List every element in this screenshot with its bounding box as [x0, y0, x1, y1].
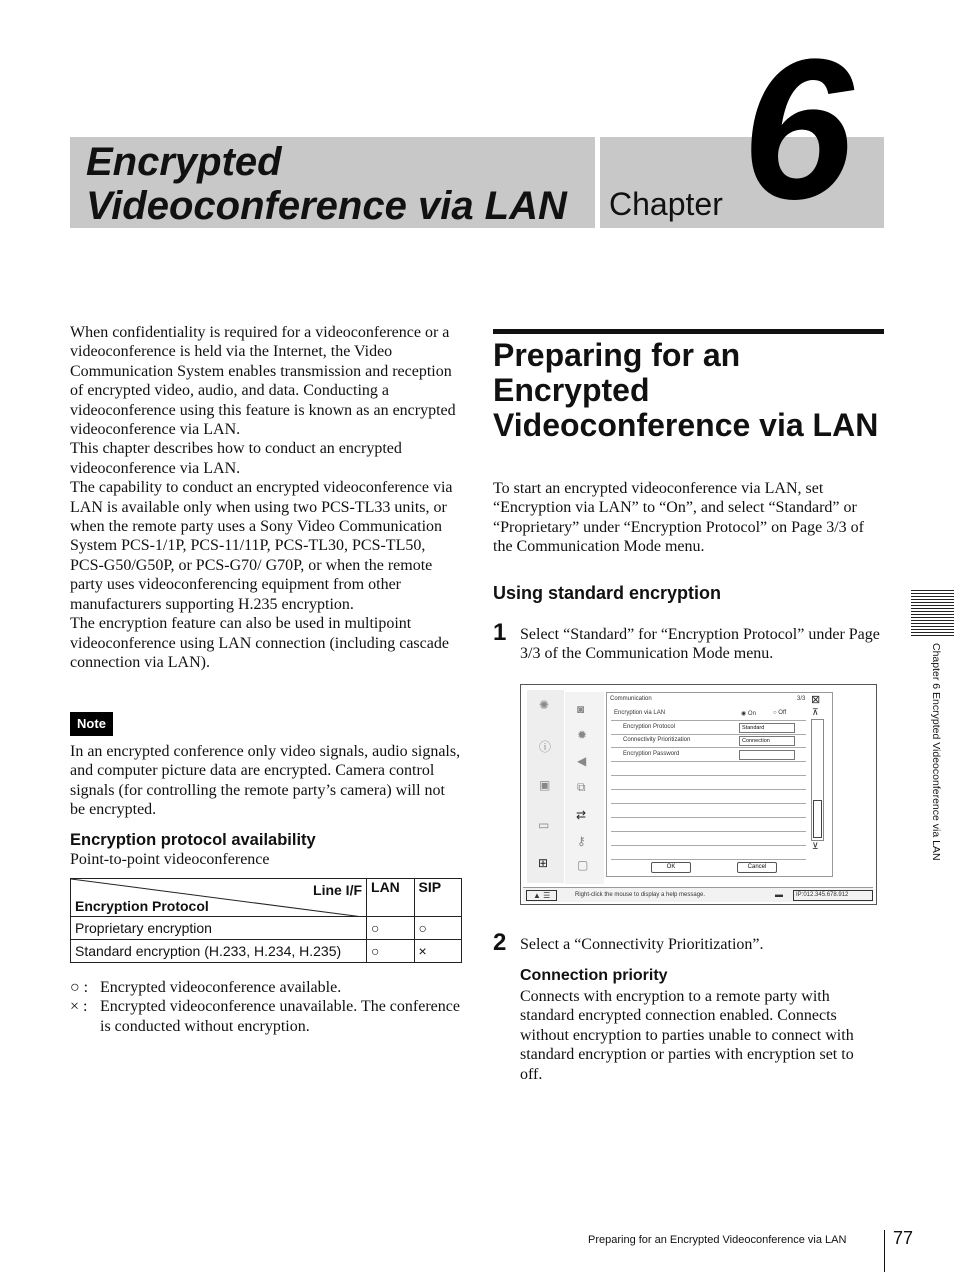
on-radio[interactable]: ◉ On — [741, 711, 756, 717]
column-header-sip: SIP — [414, 879, 462, 917]
sub-menu-bar — [565, 692, 604, 884]
column-header-lan: LAN — [367, 879, 414, 917]
table-row — [71, 917, 462, 940]
setting-row[interactable] — [611, 721, 806, 735]
legend-symbol: ○ : — [70, 979, 89, 996]
intro-paragraph: The encryption feature can also be used in multipoint videoconference using LAN connection (including cascade connection via LAN). — [70, 615, 449, 671]
ok-button[interactable]: OK — [651, 862, 691, 873]
communication-icon: ⇄ — [576, 808, 587, 822]
setting-row[interactable] — [611, 707, 806, 721]
page-indicator: 3/3 — [797, 696, 806, 702]
note-paragraph: In an encrypted conference only video signals, audio signals, and computer picture data are encrypted. Camera control signals (for controlling the remote party’s camera) will not be encrypted. — [70, 743, 461, 819]
password-field[interactable] — [739, 750, 795, 760]
scroll-thumb[interactable] — [813, 800, 822, 838]
scrollbar[interactable] — [811, 719, 824, 841]
intro-paragraph: This chapter describes how to conduct an encrypted videoconference via LAN. — [70, 440, 402, 477]
setting-label: Encryption Protocol — [623, 724, 676, 730]
availability-table — [70, 878, 462, 963]
chapter-number: 6 — [742, 18, 854, 241]
legend-item — [70, 978, 462, 997]
camera-icon: ◙ — [577, 702, 585, 716]
corner-top-label: Line I/F — [313, 882, 363, 898]
communication-panel — [606, 692, 833, 877]
cell-sip: × — [414, 940, 462, 963]
monitor-icon: ▢ — [577, 858, 589, 872]
footer-title: Preparing for an Encrypted Videoconference via LAN — [588, 1234, 847, 1246]
note-text — [70, 742, 462, 820]
connection-priority-heading: Connection priority — [520, 967, 668, 984]
footer-separator — [884, 1230, 885, 1272]
side-tab-label: Chapter 6 Encrypted Videoconference via LAN — [930, 643, 942, 861]
legend-symbol: × : — [70, 998, 88, 1016]
row-label: Proprietary encryption — [71, 917, 367, 940]
chapter-title — [86, 140, 586, 228]
intro-text — [70, 323, 462, 672]
lan-icon: ▬ — [775, 890, 783, 899]
legend-text: Encrypted videoconference unavailable. The conference is conducted without encryption. — [100, 998, 460, 1035]
step-text: Select a “Connectivity Prioritization”. — [520, 936, 764, 953]
cell-sip: ○ — [414, 917, 462, 940]
info-icon: ⓘ — [539, 740, 552, 754]
side-tab-stripes — [911, 590, 954, 636]
sun-icon: ✺ — [539, 698, 550, 712]
table-row — [71, 940, 462, 963]
scroll-up-icon[interactable]: ⊼ — [812, 707, 819, 717]
cancel-button[interactable]: Cancel — [737, 862, 777, 873]
setting-row[interactable] — [611, 734, 806, 748]
legend-item — [70, 997, 462, 1036]
availability-subheading: Point-to-point videoconference — [70, 851, 270, 868]
setting-label: Connectivity Prioritization — [623, 737, 691, 743]
keyboard-icon: ▭ — [538, 818, 550, 832]
page-number: 77 — [893, 1228, 914, 1248]
section-title: Preparing for an Encrypted Videoconference via LAN — [493, 337, 879, 443]
empty-row — [611, 804, 806, 818]
key-icon: ⚷ — [577, 834, 586, 848]
intro-paragraph: When confidentiality is required for a videoconference or a videoconference is held via the Internet, the Video Communication System enables transmission and reception of encrypted video, audio, and data. Conducting a videoconference using this feature is known as an encrypted videoconference via LAN. — [70, 324, 456, 439]
step-number: 1 — [493, 619, 507, 646]
corner-bottom-label: Encryption Protocol — [75, 898, 209, 914]
note-badge: Note — [70, 712, 113, 736]
table-header-row — [71, 879, 462, 917]
standard-encryption-heading: Using standard encryption — [493, 583, 722, 603]
speaker-icon: ◀ — [577, 754, 587, 768]
legend-text: Encrypted videoconference available. — [100, 979, 342, 996]
connection-priority-text: Connects with encryption to a remote party with standard encrypted connection enabled. Connects without encryption to parties unable to connect with standard encryption or parties with encryption set to off. — [520, 988, 854, 1083]
chapter-title-line1: Encrypted — [86, 140, 282, 184]
empty-row — [611, 818, 806, 832]
off-radio[interactable]: ○ Off — [773, 710, 787, 716]
empty-row — [611, 832, 806, 846]
chapter-label: Chapter — [609, 186, 723, 222]
section-intro: To start an encrypted videoconference via LAN, set “Encryption via LAN” to “On”, and select “Standard” or “Proprietary” under “Encryption Protocol” on Page 3/3 of the Communication Mode menu. — [493, 480, 864, 556]
menu-toggle-icon[interactable]: ▲ ☰ — [526, 890, 557, 901]
section-rule — [493, 329, 884, 334]
empty-row — [611, 846, 806, 860]
row-label: Standard encryption (H.233, H.234, H.235) — [71, 940, 367, 963]
step-number: 2 — [493, 929, 507, 956]
empty-row — [611, 790, 806, 804]
empty-row — [611, 762, 806, 776]
intro-paragraph: The capability to conduct an encrypted videoconference via LAN is available only when using two PCS-TL33 units, or when the remote party uses a Sony Video Communication System PCS-1/1P, PCS-11/11P, PCS-TL30, PCS-TL50, PCS-G50/G50P, or PCS-G70/ G70P, or when the remote party uses videoconferencing equipment from other manufacturers supporting H.235 encryption. — [70, 479, 453, 613]
table-corner-cell — [71, 879, 367, 917]
cell-lan: ○ — [367, 940, 414, 963]
availability-heading: Encryption protocol availability — [70, 831, 316, 849]
menu-screenshot — [520, 684, 877, 905]
chapter-title-line2: Videoconference via LAN — [86, 184, 567, 228]
image-icon: ▣ — [539, 778, 551, 792]
status-help: Right-click the mouse to display a help message. — [575, 892, 706, 898]
network-icon: ⧉ — [577, 780, 586, 794]
toolbox-icon: ⊞ — [538, 856, 549, 870]
on-label: On — [747, 711, 756, 717]
menu-title: Communication — [610, 696, 652, 702]
ip-text: IP:012.345.678.912 — [796, 892, 849, 898]
ip-address — [793, 890, 873, 901]
step-text: Select “Standard” for “Encryption Protocol” under Page 3/3 of the Communication Mode menu. — [520, 626, 880, 663]
gear-icon: ✹ — [577, 728, 588, 742]
status-bar — [523, 887, 873, 902]
setting-row[interactable] — [611, 748, 806, 762]
setting-label: Encryption Password — [623, 751, 680, 757]
table-legend — [70, 978, 462, 1036]
close-icon[interactable]: ⊠ — [811, 694, 821, 706]
main-menu-bar — [527, 690, 564, 883]
protocol-select[interactable]: Standard — [739, 723, 795, 733]
off-label: Off — [778, 710, 787, 716]
empty-row — [611, 776, 806, 790]
scroll-down-icon[interactable]: ⊻ — [812, 841, 819, 851]
setting-label: Encryption via LAN — [614, 710, 666, 716]
cell-lan: ○ — [367, 917, 414, 940]
priority-select[interactable]: Connection — [739, 736, 795, 746]
